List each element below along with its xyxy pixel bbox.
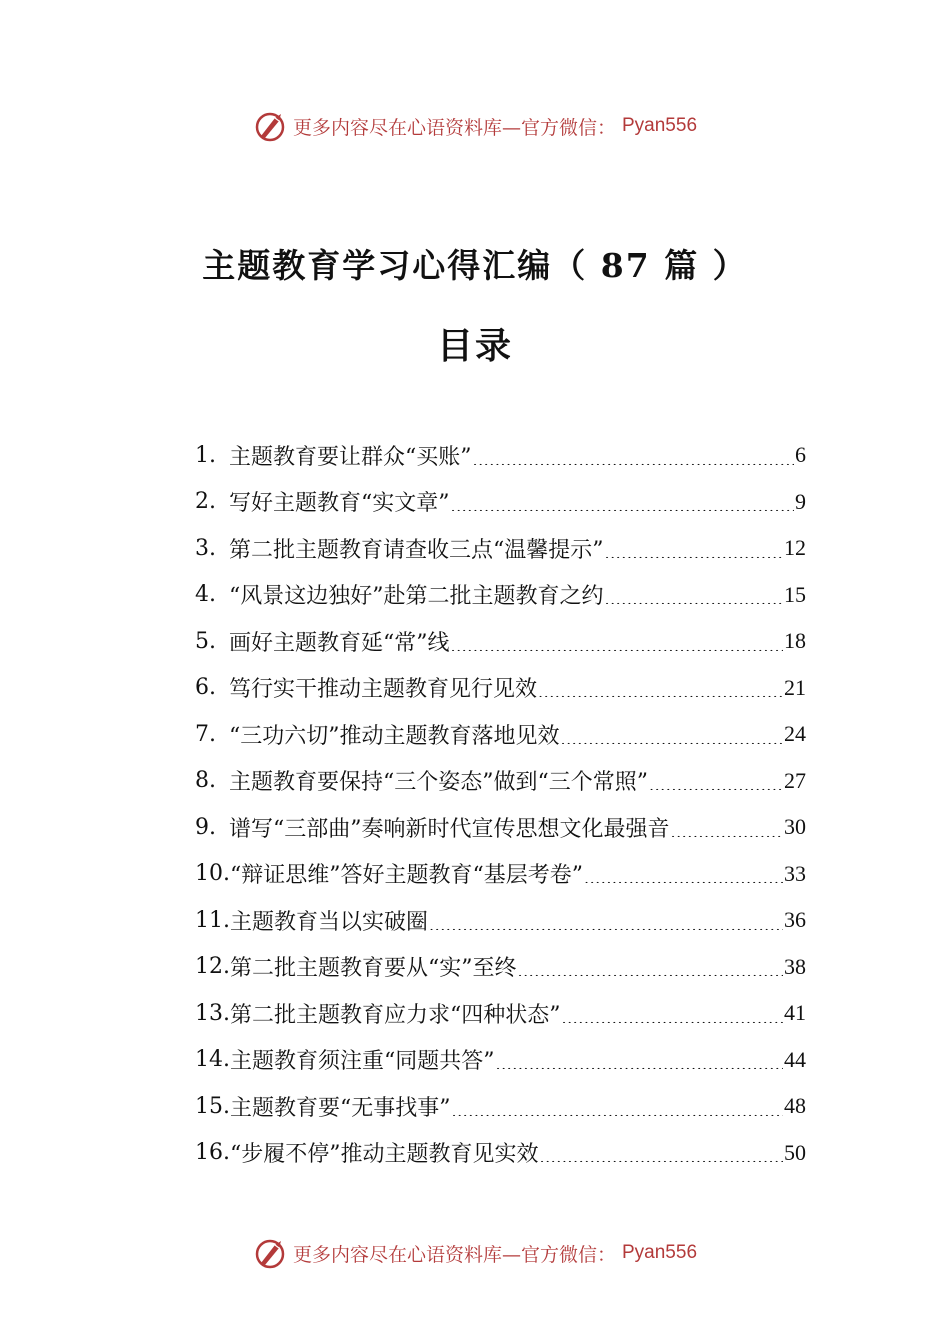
toc-leader-dots [605, 539, 784, 558]
pen-nib-logo-icon [253, 108, 289, 144]
header-banner [0, 106, 950, 146]
toc-entry-number: 10. [195, 861, 230, 887]
toc-entry-page: 27 [784, 767, 806, 793]
toc-entry-title: “步履不停”推动主题教育见实效 [230, 1142, 539, 1168]
pen-nib-logo-icon [253, 1235, 289, 1271]
toc-heading: 目录 [436, 325, 513, 367]
toc-entry-number: 14. [195, 1047, 230, 1073]
toc-leader-dots [561, 725, 784, 744]
toc-entry-title: 笃行实干推动主题教育见行见效 [229, 677, 538, 703]
toc-entry-title: 谱写“三部曲”奏响新时代宣传思想文化最强音 [229, 816, 670, 842]
toc-entry-title: 第二批主题教育要从“实”至终 [230, 956, 517, 982]
toc-entry-page: 30 [784, 814, 806, 840]
toc-entry-page: 15 [784, 581, 806, 607]
toc-entry-number: 1. [195, 442, 216, 468]
toc-entry[interactable] [195, 665, 806, 712]
toc-entry[interactable] [195, 1130, 806, 1177]
toc-entry-title: 主题教育要让群众“买账” [229, 444, 472, 470]
toc-entry-number: 8. [195, 768, 216, 794]
toc-entry-page: 9 [795, 488, 806, 514]
toc-entry-number: 12. [195, 954, 230, 980]
toc-entry-title: 画好主题教育延“常”线 [229, 630, 450, 656]
toc-entry-number: 9. [195, 814, 216, 840]
toc-entry[interactable] [195, 1083, 806, 1130]
toc-entry-page: 12 [784, 535, 806, 561]
toc-entry-number: 16. [195, 1140, 230, 1166]
toc-entry[interactable] [195, 525, 806, 572]
toc-entry[interactable] [195, 618, 806, 665]
toc-entry-title: “三功六切”推动主题教育落地见效 [229, 723, 560, 749]
toc-entry-title: 主题教育要“无事找事” [230, 1095, 451, 1121]
toc-entry-number: 2. [195, 489, 216, 515]
banner-account: Pyan556 [622, 115, 698, 136]
banner-text: 更多内容尽在心语资料库—官方微信： [292, 116, 616, 139]
toc-leader-dots [429, 911, 783, 930]
banner-text: 更多内容尽在心语资料库—官方微信： [292, 1243, 616, 1266]
toc-entry-page: 18 [784, 628, 806, 654]
toc-entry-page: 33 [784, 860, 806, 886]
toc-entry-number: 13. [195, 1000, 230, 1026]
toc-entry-title: 主题教育须注重“同题共答” [230, 1049, 495, 1075]
toc-entry-number: 6. [195, 675, 216, 701]
toc-entry[interactable] [195, 990, 806, 1037]
toc-entry-page: 36 [784, 907, 806, 933]
toc-leader-dots [451, 492, 795, 511]
toc-leader-dots [518, 957, 784, 976]
banner-account: Pyan556 [622, 1242, 698, 1263]
toc-entry[interactable] [195, 851, 806, 898]
toc-leader-dots [584, 864, 783, 883]
toc-entry-number: 3. [195, 535, 216, 561]
toc-entry[interactable] [195, 572, 806, 619]
toc-entry-page: 21 [784, 674, 806, 700]
toc-leader-dots [451, 632, 784, 651]
toc-leader-dots [605, 585, 784, 604]
toc-entry-number: 7. [195, 721, 216, 747]
table-of-contents [195, 432, 806, 1176]
toc-entry[interactable] [195, 804, 806, 851]
toc-leader-dots [473, 446, 795, 465]
toc-entry-page: 24 [784, 721, 806, 747]
toc-entry-title: 主题教育当以实破圈 [230, 909, 429, 935]
toc-entry-number: 5. [195, 628, 216, 654]
toc-entry[interactable] [195, 897, 806, 944]
toc-entry[interactable] [195, 711, 806, 758]
toc-leader-dots [540, 1143, 784, 1162]
toc-entry-number: 4. [195, 582, 216, 608]
toc-entry[interactable] [195, 1037, 806, 1084]
toc-entry-title: 主题教育要保持“三个姿态”做到“三个常照” [229, 770, 648, 796]
toc-entry-page: 50 [784, 1139, 806, 1165]
toc-entry-page: 38 [784, 953, 806, 979]
toc-entry[interactable] [195, 432, 806, 479]
toc-entry[interactable] [195, 758, 806, 805]
toc-entry-number: 11. [195, 907, 230, 933]
toc-leader-dots [562, 1004, 784, 1023]
toc-entry-page: 6 [795, 442, 806, 468]
toc-leader-dots [452, 1097, 784, 1116]
document-title: 主题教育学习心得汇编（ 87 篇 ） [202, 246, 748, 285]
toc-entry-page: 41 [784, 1000, 806, 1026]
toc-entry-page: 44 [784, 1046, 806, 1072]
footer-banner [0, 1233, 950, 1273]
toc-entry-title: 第二批主题教育应力求“四种状态” [230, 1002, 561, 1028]
toc-entry[interactable] [195, 479, 806, 526]
toc-leader-dots [671, 818, 784, 837]
toc-entry-page: 48 [784, 1093, 806, 1119]
toc-leader-dots [649, 771, 783, 790]
toc-entry-number: 15. [195, 1093, 230, 1119]
toc-entry-title: “风景这边独好”赴第二批主题教育之约 [229, 584, 604, 610]
toc-leader-dots [538, 678, 783, 697]
toc-leader-dots [496, 1050, 784, 1069]
toc-entry-title: 写好主题教育“实文章” [229, 491, 450, 517]
toc-entry[interactable] [195, 944, 806, 991]
toc-entry-title: 第二批主题教育请查收三点“温馨提示” [229, 537, 604, 563]
toc-entry-title: “辩证思维”答好主题教育“基层考卷” [230, 863, 583, 889]
